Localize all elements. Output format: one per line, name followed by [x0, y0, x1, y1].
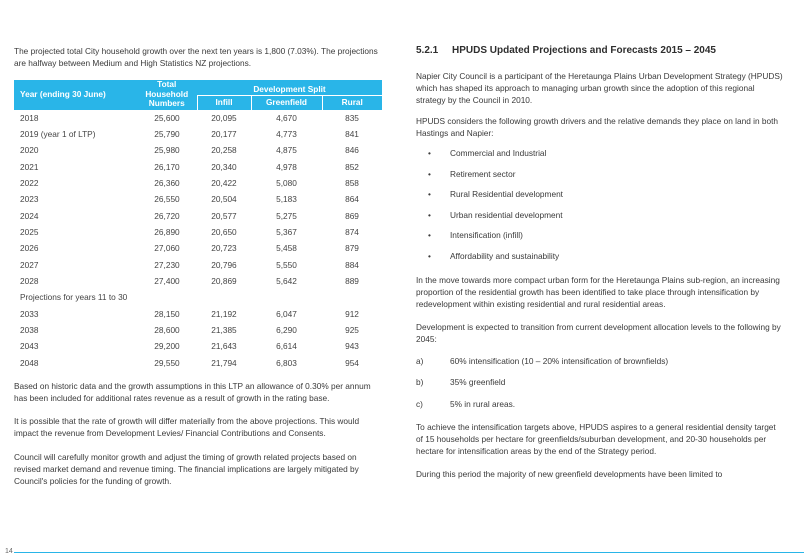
cell-total: 27,400: [154, 276, 180, 287]
cell-year: 2033: [20, 308, 39, 319]
driver-label: Retirement sector: [450, 168, 516, 179]
table-row: [14, 142, 382, 158]
table-row: [14, 208, 382, 224]
header-rural: Rural: [322, 96, 382, 110]
cell-year: 2024: [20, 210, 39, 221]
list-item: [416, 209, 784, 230]
driver-label: Intensification (infill): [450, 230, 523, 241]
table-row: [14, 322, 382, 338]
table-row: [14, 240, 382, 256]
item-marker: b): [416, 377, 424, 388]
section-number: 5.2.1: [416, 45, 439, 56]
cell-rural: 925: [345, 325, 359, 336]
cell-total: 26,890: [154, 227, 180, 238]
cell-rural: 846: [345, 145, 359, 156]
cell-infill: 20,177: [211, 129, 237, 140]
bullet-icon: •: [428, 168, 431, 179]
list-item: [416, 188, 784, 209]
cell-rural: 864: [345, 194, 359, 205]
cell-total: 29,550: [154, 357, 180, 368]
item-marker: a): [416, 355, 424, 366]
cell-greenfield: 6,803: [276, 357, 297, 368]
list-item: [416, 376, 784, 398]
list-item: [416, 168, 784, 189]
driver-label: Rural Residential development: [450, 189, 563, 200]
hpuds-intro-paragraph: Napier City Council is a participant of the Heretaunga Plains Urban Development Strategy (HPUDS) which has shaped its approach to managing urban growth since the adoption of this regional strategy by the Council in 2010.: [416, 71, 783, 105]
cell-greenfield: 4,875: [276, 145, 297, 156]
item-marker: c): [416, 398, 423, 409]
header-infill: Infill: [197, 96, 251, 110]
table-row: [14, 126, 382, 142]
right-column: [416, 45, 784, 480]
header-development-split: Development Split: [197, 80, 382, 96]
cell-year: 2021: [20, 161, 39, 172]
section-heading: [416, 45, 784, 57]
cell-year: 2027: [20, 259, 39, 270]
cell-total: 26,360: [154, 178, 180, 189]
cell-greenfield: 5,183: [276, 194, 297, 205]
cell-total: 25,600: [154, 112, 180, 123]
table-row: [14, 110, 382, 126]
cell-total: 26,720: [154, 210, 180, 221]
table-row: [14, 224, 382, 240]
cell-infill: 20,422: [211, 178, 237, 189]
growth-drivers-paragraph: HPUDS considers the following growth drivers and the relative demands they place on land in both Hastings and Napier:: [416, 116, 779, 138]
cell-total: 27,060: [154, 243, 180, 254]
cell-infill: 20,095: [211, 112, 237, 123]
cell-total: 28,600: [154, 325, 180, 336]
cell-total: 26,170: [154, 161, 180, 172]
cell-rural: 835: [345, 112, 359, 123]
cell-rural: 869: [345, 210, 359, 221]
table-row-projection-label: [14, 289, 382, 305]
cell-total: 29,200: [154, 341, 180, 352]
cell-year: 2043: [20, 341, 39, 352]
cell-greenfield: 6,290: [276, 325, 297, 336]
intro-paragraph: The projected total City household growth over the next ten years is 1,800 (7.03%). The projections are halfway between Medium and High Statistics NZ projections.: [14, 46, 378, 68]
bullet-icon: •: [428, 250, 431, 261]
growth-allowance-paragraph: Based on historic data and the growth assumptions in this LTP an allowance of 0.30% per annum has been included for additional rates revenue as a result of growth in the rating base.: [14, 381, 371, 403]
table-row: [14, 355, 382, 371]
list-item: [416, 398, 784, 420]
cell-rural: 874: [345, 227, 359, 238]
cell-greenfield: 6,614: [276, 341, 297, 352]
cell-greenfield: 4,670: [276, 112, 297, 123]
cell-total: 28,150: [154, 308, 180, 319]
cell-infill: 20,577: [211, 210, 237, 221]
header-year: Year (ending 30 June): [14, 80, 137, 110]
cell-infill: 20,650: [211, 227, 237, 238]
cell-total: 25,790: [154, 129, 180, 140]
cell-rural: 879: [345, 243, 359, 254]
projection-label: Projections for years 11 to 30: [20, 292, 128, 303]
item-text: 60% intensification (10 – 20% intensification of brownfields): [450, 355, 669, 366]
cell-infill: 20,796: [211, 259, 237, 270]
compact-urban-form-paragraph: In the move towards more compact urban form for the Heretaunga Plains sub-region, an increasing proportion of the residential growth has been identified to take place through intensification by redevelopment within existing residential and rural residential areas.: [416, 274, 780, 309]
cell-rural: 889: [345, 276, 359, 287]
cell-infill: 21,643: [211, 341, 237, 352]
list-item: [416, 147, 784, 168]
cell-year: 2019 (year 1 of LTP): [20, 129, 96, 140]
cell-rural: 943: [345, 341, 359, 352]
footer-rule: [14, 552, 804, 553]
cell-rural: 884: [345, 259, 359, 270]
cell-rural: 852: [345, 161, 359, 172]
table-body-projections: [14, 306, 382, 371]
cell-infill: 20,340: [211, 161, 237, 172]
table-row: [14, 257, 382, 273]
bullet-icon: •: [428, 189, 431, 200]
cell-infill: 20,723: [211, 243, 237, 254]
growth-monitoring-paragraph: Council will carefully monitor growth and adjust the timing of growth related projects based on revised market demand and revenue timing. The financial implications are largely mitigated by Council's policies for the funding of growth.: [14, 452, 359, 486]
header-total: Total Household Numbers: [137, 80, 197, 110]
cell-year: 2025: [20, 227, 39, 238]
allocation-targets-list: [416, 355, 784, 420]
cell-infill: 21,192: [211, 308, 237, 319]
section-title: HPUDS Updated Projections and Forecasts 2015 – 2045: [452, 45, 716, 56]
cell-greenfield: 5,275: [276, 210, 297, 221]
density-target-paragraph: To achieve the intensification targets above, HPUDS aspires to a general residential density target of 15 households per hectare for greenfields/suburban development, and 20-30 households per hectare for intensification areas by the end of the Strategy period.: [416, 422, 776, 457]
cell-rural: 858: [345, 178, 359, 189]
cell-infill: 21,794: [211, 357, 237, 368]
cell-greenfield: 5,458: [276, 243, 297, 254]
cell-rural: 954: [345, 357, 359, 368]
cell-rural: 841: [345, 129, 359, 140]
cell-greenfield: 5,550: [276, 259, 297, 270]
item-text: 5% in rural areas.: [450, 398, 516, 409]
table-row: [14, 159, 382, 175]
left-column: [14, 45, 382, 487]
header-greenfield: Greenfield: [251, 96, 322, 110]
list-item: [416, 229, 784, 250]
cell-year: 2028: [20, 276, 39, 287]
cell-rural: 912: [345, 308, 359, 319]
table-row: [14, 175, 382, 191]
list-item: [416, 250, 784, 271]
growth-variance-paragraph: It is possible that the rate of growth will differ materially from the above projections. This would impact the revenue from Development Levies/ Financial Contributions and Consents.: [14, 416, 360, 438]
cell-greenfield: 5,080: [276, 178, 297, 189]
bullet-icon: •: [428, 209, 431, 220]
cell-greenfield: 6,047: [276, 308, 297, 319]
cell-infill: 20,869: [211, 276, 237, 287]
cell-infill: 21,385: [211, 325, 237, 336]
bullet-icon: •: [428, 230, 431, 241]
cell-greenfield: 4,978: [276, 161, 297, 172]
development-transition-paragraph: Development is expected to transition from current development allocation levels to the following by 2045:: [416, 321, 781, 344]
page-number: 14: [5, 548, 13, 555]
table-row: [14, 191, 382, 207]
cell-year: 2038: [20, 325, 39, 336]
cell-infill: 20,258: [211, 145, 237, 156]
cell-total: 26,550: [154, 194, 180, 205]
cell-year: 2048: [20, 357, 39, 368]
cell-greenfield: 4,773: [276, 129, 297, 140]
cell-year: 2026: [20, 243, 39, 254]
cell-total: 25,980: [154, 145, 180, 156]
table-row: [14, 338, 382, 354]
table-row: [14, 273, 382, 289]
household-projection-table: [14, 80, 382, 371]
cell-year: 2023: [20, 194, 39, 205]
growth-drivers-list: [416, 147, 784, 271]
cell-year: 2022: [20, 178, 39, 189]
driver-label: Commercial and Industrial: [450, 148, 547, 158]
item-text: 35% greenfield: [450, 377, 506, 388]
cell-year: 2018: [20, 112, 39, 123]
list-item: [416, 355, 784, 377]
driver-label: Affordability and sustainability: [450, 250, 560, 261]
cell-greenfield: 5,367: [276, 227, 297, 238]
cell-year: 2020: [20, 145, 39, 156]
driver-label: Urban residential development: [450, 209, 563, 220]
bullet-icon: •: [428, 148, 431, 158]
table-row: [14, 306, 382, 322]
cell-greenfield: 5,642: [276, 276, 297, 287]
cell-total: 27,230: [154, 259, 180, 270]
greenfield-paragraph: During this period the majority of new greenfield developments have been limited to: [416, 469, 723, 480]
cell-infill: 20,504: [211, 194, 237, 205]
table-body: [14, 110, 382, 290]
